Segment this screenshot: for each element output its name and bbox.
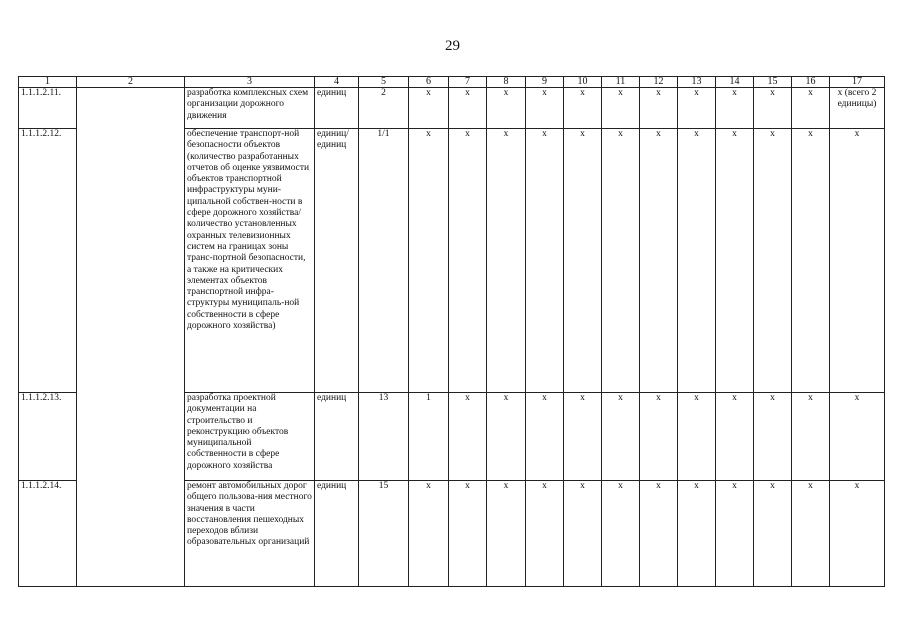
value-cell: x [830,129,885,393]
value-cell: x [449,129,487,393]
row-unit: единиц/ единиц [315,129,359,393]
row-code: 1.1.1.2.12. [19,129,77,393]
value-cell: x [678,481,716,587]
value-cell: x [640,88,678,129]
row-unit: единиц [315,88,359,129]
value-cell: 1 [409,393,449,481]
row-code: 1.1.1.2.14. [19,481,77,587]
column-header: 13 [678,77,716,88]
value-cell: x [487,393,526,481]
column-header: 1 [19,77,77,88]
value-cell: x [754,129,792,393]
value-cell: x [449,393,487,481]
column-header: 2 [77,77,185,88]
value-cell: x [449,481,487,587]
value-cell: x [564,129,602,393]
column-header: 16 [792,77,830,88]
value-cell: x [716,129,754,393]
value-cell: x [792,481,830,587]
value-cell: 13 [359,393,409,481]
value-cell: x [602,481,640,587]
value-cell: x [678,129,716,393]
column-header: 6 [409,77,449,88]
value-cell: 15 [359,481,409,587]
value-cell: x [602,88,640,129]
column-header: 3 [185,77,315,88]
value-cell: x [640,481,678,587]
column-header: 17 [830,77,885,88]
value-cell: x [487,88,526,129]
value-cell: x [792,129,830,393]
value-cell: x [564,393,602,481]
row-code: 1.1.1.2.11. [19,88,77,129]
value-cell: x [526,129,564,393]
value-cell: x [792,393,830,481]
row-unit: единиц [315,393,359,481]
row-description: ремонт автомобильных дорог общего пользова-ния местного значения в части восстановления пешеходных переходов вблизи образовательных организаций [185,481,315,587]
column-header: 15 [754,77,792,88]
merged-empty-cell [77,88,185,587]
value-cell: x [526,393,564,481]
value-cell: x [716,393,754,481]
value-cell: x [602,129,640,393]
value-cell: x [409,129,449,393]
value-cell: x [792,88,830,129]
value-cell: x [716,481,754,587]
value-cell: 2 [359,88,409,129]
row-description: обеспечение транспорт-ной безопасности объектов (количество разработанных отчетов об оценке уязвимости объектов транспортной инфраструктуры муни-ципальной собствен-ности в сфере дорожного хозяйства/ количество установленных охранных телевизионных систем на границах зоны транс-портной безопасности, а также на критических элементах объектов транспортной инфра-структуры муниципаль-ной собственности в сфере дорожного хозяйства) [185,129,315,393]
value-cell: x [716,88,754,129]
value-cell: x [409,88,449,129]
value-cell: x [602,393,640,481]
row-unit: единиц [315,481,359,587]
value-cell: x [526,481,564,587]
row-description: разработка комплексных схем организации дорожного движения [185,88,315,129]
column-header: 5 [359,77,409,88]
column-header: 7 [449,77,487,88]
value-cell: x [409,481,449,587]
value-cell: x [678,393,716,481]
value-cell: x [526,88,564,129]
indicators-table [18,76,885,587]
row-description: разработка проектной документации на строительство и реконструкцию объектов муниципальной собственности в сфере дорожного хозяйства [185,393,315,481]
value-cell: x [830,393,885,481]
column-header: 14 [716,77,754,88]
value-cell: x [487,129,526,393]
value-cell: x [754,481,792,587]
value-cell: x [449,88,487,129]
column-number-row [19,77,885,88]
value-cell: x [640,393,678,481]
value-cell: x [640,129,678,393]
page-number: 29 [445,38,460,54]
value-cell: x [830,481,885,587]
value-cell: x [487,481,526,587]
value-cell: x [754,393,792,481]
value-cell: x [678,88,716,129]
column-header: 12 [640,77,678,88]
value-cell: x [564,88,602,129]
value-cell: x [754,88,792,129]
column-header: 10 [564,77,602,88]
column-header: 8 [487,77,526,88]
row-code: 1.1.1.2.13. [19,393,77,481]
value-cell: x [564,481,602,587]
value-cell: 1/1 [359,129,409,393]
value-cell: x (всего 2 единицы) [830,88,885,129]
table-row [19,88,885,129]
column-header: 9 [526,77,564,88]
column-header: 11 [602,77,640,88]
column-header: 4 [315,77,359,88]
